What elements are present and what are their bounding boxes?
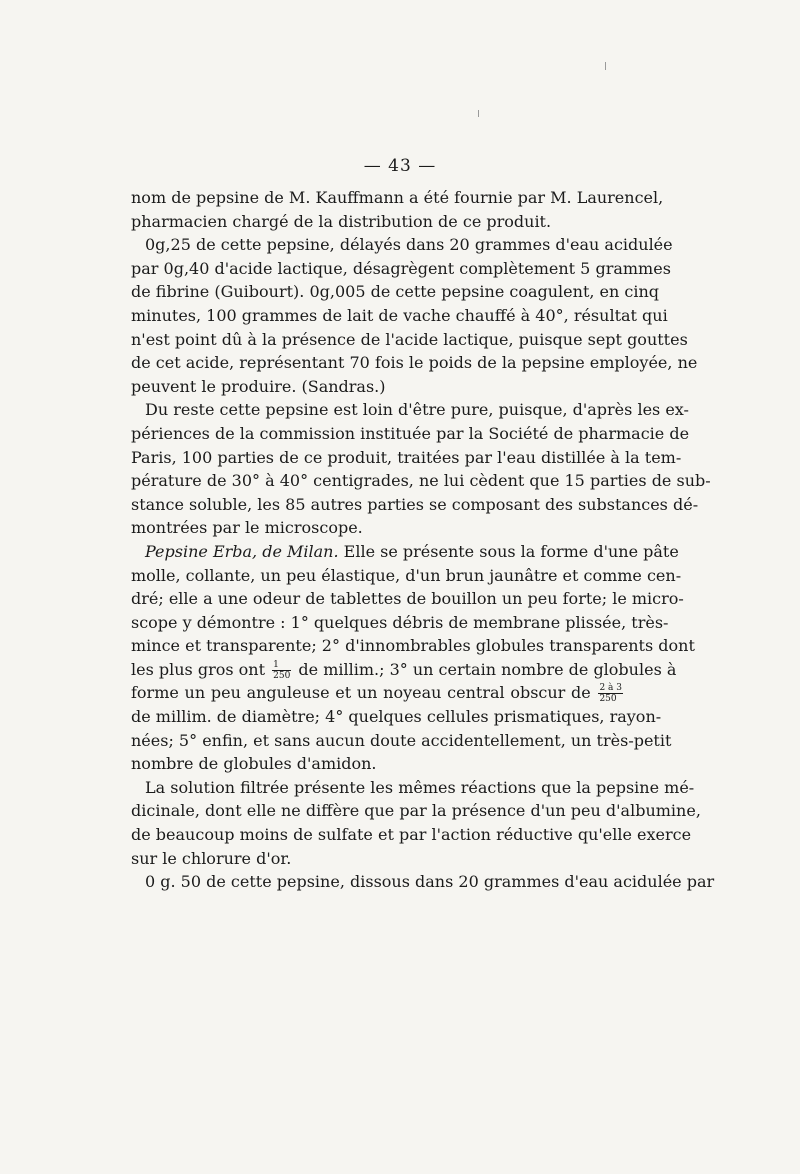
line-text: Du reste cette pepsine est loin d'être pure, puisque, d'après les ex- (145, 400, 689, 420)
text-line (131, 186, 664, 210)
line-text: pharmacien chargé de la distribution de ce produit. (131, 211, 552, 231)
fraction (598, 683, 623, 704)
text-line (131, 752, 625, 776)
line-text: scope y démontre : 1° quelques débris de membrane plissée, très- (131, 612, 669, 632)
fraction-denominator: 250 (599, 694, 617, 705)
line-text: 0g,25 de cette pepsine, délayés dans 20 grammes d'eau acidulée (145, 235, 673, 255)
text-line (131, 210, 625, 234)
line-text: périences de la commission instituée par la Société de pharmacie de (131, 423, 690, 443)
line-text: dicinale, dont elle ne diffère que par la présence d'un peu d'albumine, (131, 801, 701, 821)
text-line (131, 705, 662, 729)
text-line (131, 257, 671, 281)
text-line (131, 634, 695, 658)
text-line (131, 870, 715, 894)
scan-mark (605, 62, 606, 70)
text-line (131, 304, 668, 328)
scan-mark (478, 110, 479, 117)
line-text: n'est point dû à la présence de l'acide lactique, puisque sept gouttes (131, 329, 688, 349)
line-text: de millim.; 3° un certain nombre de globules à (293, 659, 677, 679)
line-text: molle, collante, un peu élastique, d'un brun jaunâtre et comme cen- (131, 565, 682, 585)
text-line (131, 681, 625, 705)
text-line (131, 776, 695, 800)
text-line (131, 587, 684, 611)
line-text: peuvent le produire. (Sandras.) (131, 376, 386, 396)
line-text-pre: les plus gros ont (131, 659, 266, 679)
text-line (131, 658, 677, 682)
text-line (131, 823, 692, 847)
italic-heading: Pepsine Erba, de Milan. (145, 541, 339, 561)
line-text: Elle se présente sous la forme d'une pâte (338, 541, 679, 561)
text-line (131, 611, 669, 635)
text-line (131, 564, 682, 588)
text-line (131, 469, 711, 493)
line-text: mince et transparente; 2° d'innombrables globules transparents dont (131, 636, 695, 656)
text-line (131, 375, 625, 399)
text-line (131, 280, 660, 304)
fraction-numerator: 1 (272, 660, 291, 671)
text-line (131, 328, 688, 352)
fraction (272, 660, 291, 681)
text-line (131, 847, 625, 871)
text-line (131, 446, 682, 470)
line-text: de millim. de diamètre; 4° quelques cellules prismatiques, rayon- (131, 707, 662, 727)
text-line (131, 351, 698, 375)
line-text: nom de pepsine de M. Kauffmann a été fournie par M. Laurencel, (131, 188, 664, 207)
line-text-pre: forme un peu anguleuse et un noyeau central obscur de (131, 683, 591, 703)
line-text: montrées par le microscope. (131, 518, 363, 538)
text-line (131, 233, 673, 257)
text-line (131, 540, 679, 564)
line-text: nombre de globules d'amidon. (131, 754, 377, 774)
line-text: nées; 5° enfin, et sans aucun doute accidentellement, un très-petit (131, 730, 672, 750)
line-text: La solution filtrée présente les mêmes réactions que la pepsine mé- (145, 777, 695, 797)
body-text (131, 186, 715, 894)
page-number: — 43 — (363, 156, 437, 176)
text-line (131, 398, 689, 422)
text-line (131, 799, 701, 823)
text-line (131, 422, 690, 446)
line-text: stance soluble, les 85 autres parties se composant des substances dé- (131, 494, 699, 514)
text-line (131, 729, 672, 753)
line-text: de cet acide, représentant 70 fois le poids de la pepsine employée, ne (131, 353, 698, 373)
fraction-denominator: 250 (273, 670, 291, 681)
line-text: Paris, 100 parties de ce produit, traitées par l'eau distillée à la tem- (131, 447, 682, 467)
line-text: 0 g. 50 de cette pepsine, dissous dans 20 grammes d'eau acidulée par (145, 872, 715, 892)
line-text: par 0g,40 d'acide lactique, désagrègent complètement 5 grammes (131, 258, 671, 278)
line-text: pérature de 30° à 40° centigrades, ne lui cèdent que 15 parties de sub- (131, 471, 711, 491)
line-text: dré; elle a une odeur de tablettes de bouillon un peu forte; le micro- (131, 589, 684, 609)
line-text: de fibrine (Guibourt). 0g,005 de cette pepsine coagulent, en cinq (131, 282, 660, 302)
text-line (131, 516, 625, 540)
fraction-numerator: 2 à 3 (599, 683, 622, 694)
line-text: de beaucoup moins de sulfate et par l'action réductive qu'elle exerce (131, 825, 692, 845)
line-text: minutes, 100 grammes de lait de vache chauffé à 40°, résultat qui (131, 305, 668, 325)
text-line (131, 493, 699, 517)
line-text: sur le chlorure d'or. (131, 848, 292, 868)
